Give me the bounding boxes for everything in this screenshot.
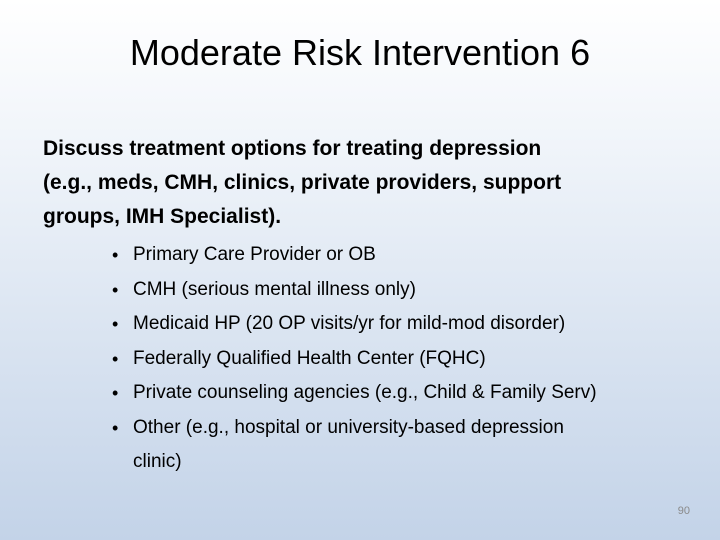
bullet-text: Private counseling agencies (e.g., Child & Family Serv) xyxy=(133,382,597,403)
bullet-text: CMH (serious mental illness only) xyxy=(133,278,416,300)
list-item xyxy=(112,307,692,342)
bullet-icon: • xyxy=(112,279,119,300)
bullet-text: Other (e.g., hospital or university-based depression xyxy=(133,416,564,438)
list-item xyxy=(112,376,692,411)
bullet-icon: • xyxy=(112,314,119,334)
slide-title: Moderate Risk Intervention 6 xyxy=(129,32,591,73)
list-item xyxy=(112,411,692,480)
intro-line: (e.g., meds, CMH, clinics, private providers, support xyxy=(43,171,562,194)
bullet-icon: • xyxy=(112,417,119,438)
list-item xyxy=(112,273,692,308)
bullet-text: Medicaid HP (20 OP visits/yr for mild-mod disorder) xyxy=(133,313,566,334)
intro-text xyxy=(43,132,683,234)
bullet-icon: • xyxy=(112,245,119,265)
bullet-icon: • xyxy=(112,348,119,369)
bullet-text: Federally Qualified Health Center (FQHC) xyxy=(133,347,486,369)
intro-line: Discuss treatment options for treating depression xyxy=(43,137,542,160)
bullet-text: Primary Care Provider or OB xyxy=(133,244,376,265)
bullet-list xyxy=(112,238,692,480)
list-item xyxy=(112,238,692,273)
page-number: 90 xyxy=(677,505,690,517)
list-item xyxy=(112,342,692,377)
bullet-icon: • xyxy=(112,383,119,403)
bullet-text-continued: clinic) xyxy=(133,451,182,472)
intro-line: groups, IMH Specialist). xyxy=(43,205,282,228)
